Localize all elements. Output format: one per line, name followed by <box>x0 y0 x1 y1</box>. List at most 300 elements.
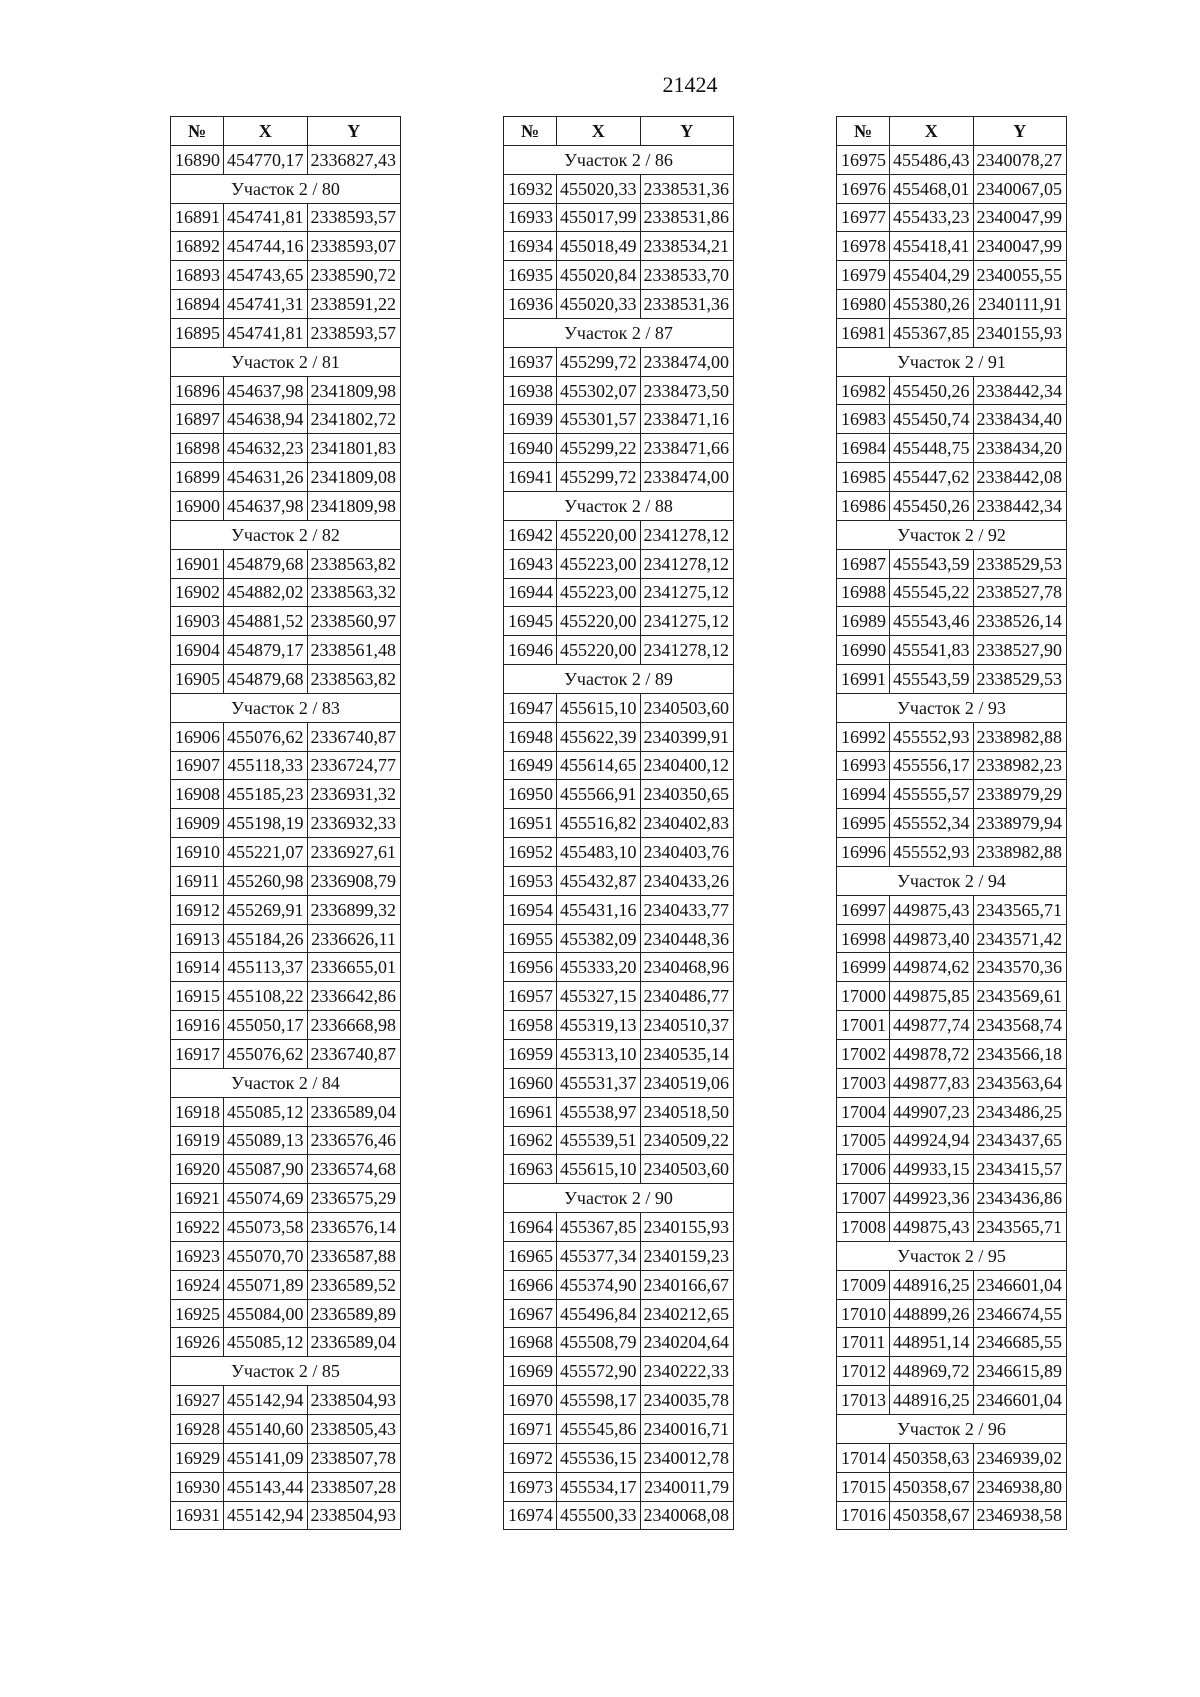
x-cell: 455089,13 <box>224 1126 308 1155</box>
table-row <box>837 953 1067 982</box>
table-row <box>504 549 734 578</box>
x-cell: 455508,79 <box>557 1328 641 1357</box>
y-cell: 2340204,64 <box>640 1328 734 1357</box>
point-number-cell: 16905 <box>171 665 224 694</box>
y-cell: 2336740,87 <box>307 722 401 751</box>
y-cell: 2338434,40 <box>973 405 1067 434</box>
point-number-cell: 16908 <box>171 780 224 809</box>
header-x: X <box>890 117 974 146</box>
table-row <box>171 1386 401 1415</box>
point-number-cell: 16951 <box>504 809 557 838</box>
y-cell: 2340503,60 <box>640 693 734 722</box>
table-row <box>171 463 401 492</box>
y-cell: 2341801,83 <box>307 434 401 463</box>
table-row <box>837 1270 1067 1299</box>
table-row <box>504 520 734 549</box>
y-cell: 2336575,29 <box>307 1184 401 1213</box>
point-number-cell: 16921 <box>171 1184 224 1213</box>
table-row <box>171 953 401 982</box>
section-row <box>837 520 1067 549</box>
section-title: Участок 2 / 96 <box>837 1414 1067 1443</box>
y-cell: 2340433,77 <box>640 895 734 924</box>
table-row <box>171 578 401 607</box>
point-number-cell: 16897 <box>171 405 224 434</box>
y-cell: 2340166,67 <box>640 1270 734 1299</box>
y-cell: 2340012,78 <box>640 1443 734 1472</box>
point-number-cell: 17016 <box>837 1501 890 1530</box>
x-cell: 455552,93 <box>890 722 974 751</box>
table-row <box>171 549 401 578</box>
y-cell: 2343569,61 <box>973 982 1067 1011</box>
point-number-cell: 16894 <box>171 290 224 319</box>
table-row <box>504 751 734 780</box>
coordinate-table-1 <box>170 116 401 1530</box>
table-row <box>504 953 734 982</box>
x-cell: 455500,33 <box>557 1501 641 1530</box>
x-cell: 455020,84 <box>557 261 641 290</box>
section-title: Участок 2 / 83 <box>171 693 401 722</box>
table-header-row <box>171 117 401 146</box>
point-number-cell: 16969 <box>504 1357 557 1386</box>
y-cell: 2338474,00 <box>640 347 734 376</box>
x-cell: 455333,20 <box>557 953 641 982</box>
x-cell: 448951,14 <box>890 1328 974 1357</box>
table-row <box>837 1357 1067 1386</box>
point-number-cell: 16924 <box>171 1270 224 1299</box>
coordinate-table-3 <box>836 116 1067 1530</box>
x-cell: 454879,17 <box>224 636 308 665</box>
header-number: № <box>837 117 890 146</box>
point-number-cell: 16992 <box>837 722 890 751</box>
y-cell: 2341809,98 <box>307 491 401 520</box>
y-cell: 2340468,96 <box>640 953 734 982</box>
point-number-cell: 16944 <box>504 578 557 607</box>
section-row <box>837 693 1067 722</box>
x-cell: 448899,26 <box>890 1299 974 1328</box>
point-number-cell: 16982 <box>837 376 890 405</box>
y-cell: 2340510,37 <box>640 1011 734 1040</box>
y-cell: 2340047,99 <box>973 232 1067 261</box>
point-number-cell: 17007 <box>837 1184 890 1213</box>
x-cell: 455223,00 <box>557 578 641 607</box>
y-cell: 2343563,64 <box>973 1068 1067 1097</box>
x-cell: 455020,33 <box>557 290 641 319</box>
x-cell: 449878,72 <box>890 1040 974 1069</box>
table-row <box>837 809 1067 838</box>
section-title: Участок 2 / 91 <box>837 347 1067 376</box>
section-title: Участок 2 / 94 <box>837 866 1067 895</box>
table-row <box>171 895 401 924</box>
table-row <box>504 1068 734 1097</box>
y-cell: 2338504,93 <box>307 1386 401 1415</box>
x-cell: 455566,91 <box>557 780 641 809</box>
y-cell: 2340433,26 <box>640 866 734 895</box>
y-cell: 2338504,93 <box>307 1501 401 1530</box>
table-row <box>837 549 1067 578</box>
x-cell: 455432,87 <box>557 866 641 895</box>
point-number-cell: 16904 <box>171 636 224 665</box>
table-row <box>171 1501 401 1530</box>
y-cell: 2346615,89 <box>973 1357 1067 1386</box>
x-cell: 455380,26 <box>890 290 974 319</box>
x-cell: 455299,22 <box>557 434 641 463</box>
point-number-cell: 16933 <box>504 203 557 232</box>
y-cell: 2343437,65 <box>973 1126 1067 1155</box>
section-row <box>171 1068 401 1097</box>
section-title: Участок 2 / 81 <box>171 347 401 376</box>
header-number: № <box>171 117 224 146</box>
x-cell: 455198,19 <box>224 809 308 838</box>
x-cell: 455018,49 <box>557 232 641 261</box>
point-number-cell: 16959 <box>504 1040 557 1069</box>
point-number-cell: 16952 <box>504 838 557 867</box>
x-cell: 455113,37 <box>224 953 308 982</box>
y-cell: 2336899,32 <box>307 895 401 924</box>
table-row <box>171 780 401 809</box>
table-row <box>504 1472 734 1501</box>
y-cell: 2336655,01 <box>307 953 401 982</box>
table-row <box>837 636 1067 665</box>
y-cell: 2341809,08 <box>307 463 401 492</box>
x-cell: 449907,23 <box>890 1097 974 1126</box>
table-row <box>504 1357 734 1386</box>
point-number-cell: 16967 <box>504 1299 557 1328</box>
point-number-cell: 16941 <box>504 463 557 492</box>
y-cell: 2343568,74 <box>973 1011 1067 1040</box>
x-cell: 455269,91 <box>224 895 308 924</box>
table-row <box>171 1126 401 1155</box>
x-cell: 455017,99 <box>557 203 641 232</box>
y-cell: 2336576,14 <box>307 1213 401 1242</box>
point-number-cell: 16965 <box>504 1241 557 1270</box>
table-row <box>504 1299 734 1328</box>
table-row <box>504 1040 734 1069</box>
x-cell: 455486,43 <box>890 145 974 174</box>
y-cell: 2341809,98 <box>307 376 401 405</box>
point-number-cell: 16950 <box>504 780 557 809</box>
x-cell: 454879,68 <box>224 665 308 694</box>
point-number-cell: 16974 <box>504 1501 557 1530</box>
x-cell: 455448,75 <box>890 434 974 463</box>
point-number-cell: 16911 <box>171 866 224 895</box>
x-cell: 455538,97 <box>557 1097 641 1126</box>
point-number-cell: 17011 <box>837 1328 890 1357</box>
point-number-cell: 16964 <box>504 1213 557 1242</box>
point-number-cell: 16915 <box>171 982 224 1011</box>
x-cell: 454744,16 <box>224 232 308 261</box>
y-cell: 2340222,33 <box>640 1357 734 1386</box>
table-row <box>837 376 1067 405</box>
point-number-cell: 16963 <box>504 1155 557 1184</box>
y-cell: 2338593,57 <box>307 203 401 232</box>
x-cell: 455084,00 <box>224 1299 308 1328</box>
y-cell: 2338442,34 <box>973 376 1067 405</box>
table-row <box>504 347 734 376</box>
table-row <box>837 1040 1067 1069</box>
y-cell: 2340509,22 <box>640 1126 734 1155</box>
y-cell: 2338563,82 <box>307 665 401 694</box>
point-number-cell: 16906 <box>171 722 224 751</box>
header-y: Y <box>973 117 1067 146</box>
x-cell: 455223,00 <box>557 549 641 578</box>
point-number-cell: 16973 <box>504 1472 557 1501</box>
point-number-cell: 17002 <box>837 1040 890 1069</box>
section-title: Участок 2 / 85 <box>171 1357 401 1386</box>
x-cell: 455404,29 <box>890 261 974 290</box>
section-row <box>504 491 734 520</box>
y-cell: 2343565,71 <box>973 895 1067 924</box>
section-row <box>171 174 401 203</box>
table-row <box>171 1299 401 1328</box>
y-cell: 2338533,70 <box>640 261 734 290</box>
x-cell: 455545,22 <box>890 578 974 607</box>
y-cell: 2340403,76 <box>640 838 734 867</box>
y-cell: 2338982,88 <box>973 722 1067 751</box>
y-cell: 2338560,97 <box>307 607 401 636</box>
x-cell: 455450,26 <box>890 376 974 405</box>
table-row <box>504 405 734 434</box>
point-number-cell: 16957 <box>504 982 557 1011</box>
point-number-cell: 16932 <box>504 174 557 203</box>
point-number-cell: 16899 <box>171 463 224 492</box>
point-number-cell: 16919 <box>171 1126 224 1155</box>
point-number-cell: 16991 <box>837 665 890 694</box>
x-cell: 455220,00 <box>557 520 641 549</box>
x-cell: 455450,26 <box>890 491 974 520</box>
table-row <box>171 491 401 520</box>
table-row <box>837 1155 1067 1184</box>
point-number-cell: 17000 <box>837 982 890 1011</box>
section-title: Участок 2 / 87 <box>504 318 734 347</box>
table-row <box>504 376 734 405</box>
point-number-cell: 16927 <box>171 1386 224 1415</box>
y-cell: 2340399,91 <box>640 722 734 751</box>
point-number-cell: 16937 <box>504 347 557 376</box>
x-cell: 455552,34 <box>890 809 974 838</box>
y-cell: 2343570,36 <box>973 953 1067 982</box>
table-row <box>837 982 1067 1011</box>
y-cell: 2338442,08 <box>973 463 1067 492</box>
x-cell: 449875,43 <box>890 895 974 924</box>
point-number-cell: 16925 <box>171 1299 224 1328</box>
y-cell: 2336827,43 <box>307 145 401 174</box>
x-cell: 454882,02 <box>224 578 308 607</box>
table-row <box>171 607 401 636</box>
table-row <box>504 693 734 722</box>
table-row <box>504 1386 734 1415</box>
y-cell: 2346938,80 <box>973 1472 1067 1501</box>
y-cell: 2346674,55 <box>973 1299 1067 1328</box>
x-cell: 455071,89 <box>224 1270 308 1299</box>
table-row <box>171 1213 401 1242</box>
x-cell: 455184,26 <box>224 924 308 953</box>
x-cell: 455447,62 <box>890 463 974 492</box>
point-number-cell: 16929 <box>171 1443 224 1472</box>
point-number-cell: 16901 <box>171 549 224 578</box>
point-number-cell: 16896 <box>171 376 224 405</box>
x-cell: 449877,83 <box>890 1068 974 1097</box>
x-cell: 454743,65 <box>224 261 308 290</box>
table-row <box>837 578 1067 607</box>
table-row <box>837 1501 1067 1530</box>
x-cell: 455552,93 <box>890 838 974 867</box>
table-row <box>504 809 734 838</box>
y-cell: 2340402,83 <box>640 809 734 838</box>
x-cell: 455598,17 <box>557 1386 641 1415</box>
y-cell: 2346939,02 <box>973 1443 1067 1472</box>
table-row <box>504 174 734 203</box>
table-row <box>504 203 734 232</box>
x-cell: 455299,72 <box>557 347 641 376</box>
x-cell: 455141,09 <box>224 1443 308 1472</box>
x-cell: 455572,90 <box>557 1357 641 1386</box>
y-cell: 2340400,12 <box>640 751 734 780</box>
x-cell: 455050,17 <box>224 1011 308 1040</box>
y-cell: 2338979,29 <box>973 780 1067 809</box>
section-row <box>171 347 401 376</box>
point-number-cell: 17001 <box>837 1011 890 1040</box>
x-cell: 455534,17 <box>557 1472 641 1501</box>
y-cell: 2336740,87 <box>307 1040 401 1069</box>
y-cell: 2338434,20 <box>973 434 1067 463</box>
y-cell: 2338531,36 <box>640 174 734 203</box>
y-cell: 2336932,33 <box>307 809 401 838</box>
point-number-cell: 16917 <box>171 1040 224 1069</box>
x-cell: 449875,85 <box>890 982 974 1011</box>
y-cell: 2340350,65 <box>640 780 734 809</box>
x-cell: 455319,13 <box>557 1011 641 1040</box>
y-cell: 2340111,91 <box>973 290 1067 319</box>
point-number-cell: 16988 <box>837 578 890 607</box>
y-cell: 2338561,48 <box>307 636 401 665</box>
x-cell: 454741,31 <box>224 290 308 319</box>
x-cell: 455074,69 <box>224 1184 308 1213</box>
point-number-cell: 16956 <box>504 953 557 982</box>
table-row <box>837 1184 1067 1213</box>
point-number-cell: 16939 <box>504 405 557 434</box>
point-number-cell: 17004 <box>837 1097 890 1126</box>
y-cell: 2346601,04 <box>973 1386 1067 1415</box>
point-number-cell: 16902 <box>171 578 224 607</box>
x-cell: 454631,26 <box>224 463 308 492</box>
section-title: Участок 2 / 92 <box>837 520 1067 549</box>
table-row <box>504 838 734 867</box>
y-cell: 2336927,61 <box>307 838 401 867</box>
y-cell: 2341278,12 <box>640 549 734 578</box>
table-row <box>837 1126 1067 1155</box>
y-cell: 2336587,88 <box>307 1241 401 1270</box>
y-cell: 2340155,93 <box>640 1213 734 1242</box>
point-number-cell: 16981 <box>837 318 890 347</box>
x-cell: 455374,90 <box>557 1270 641 1299</box>
table-row <box>171 318 401 347</box>
point-number-cell: 16920 <box>171 1155 224 1184</box>
x-cell: 455539,51 <box>557 1126 641 1155</box>
table-row <box>504 1414 734 1443</box>
section-title: Участок 2 / 95 <box>837 1241 1067 1270</box>
point-number-cell: 16892 <box>171 232 224 261</box>
x-cell: 455087,90 <box>224 1155 308 1184</box>
section-row <box>504 665 734 694</box>
table-row <box>837 1386 1067 1415</box>
x-cell: 455418,41 <box>890 232 974 261</box>
x-cell: 455541,83 <box>890 636 974 665</box>
section-row <box>837 1241 1067 1270</box>
table-row <box>504 463 734 492</box>
table-row <box>171 203 401 232</box>
y-cell: 2338526,14 <box>973 607 1067 636</box>
y-cell: 2336589,89 <box>307 1299 401 1328</box>
x-cell: 455076,62 <box>224 722 308 751</box>
point-number-cell: 16936 <box>504 290 557 319</box>
x-cell: 454632,23 <box>224 434 308 463</box>
y-cell: 2340047,99 <box>973 203 1067 232</box>
table-row <box>171 1443 401 1472</box>
header-number: № <box>504 117 557 146</box>
y-cell: 2341802,72 <box>307 405 401 434</box>
x-cell: 455450,74 <box>890 405 974 434</box>
y-cell: 2343571,42 <box>973 924 1067 953</box>
y-cell: 2336589,04 <box>307 1328 401 1357</box>
x-cell: 455614,65 <box>557 751 641 780</box>
point-number-cell: 16922 <box>171 1213 224 1242</box>
point-number-cell: 16945 <box>504 607 557 636</box>
header-x: X <box>557 117 641 146</box>
x-cell: 455073,58 <box>224 1213 308 1242</box>
x-cell: 455185,23 <box>224 780 308 809</box>
section-row <box>837 347 1067 376</box>
y-cell: 2338529,53 <box>973 549 1067 578</box>
table-row <box>171 751 401 780</box>
point-number-cell: 16930 <box>171 1472 224 1501</box>
table-row <box>504 1501 734 1530</box>
y-cell: 2336724,77 <box>307 751 401 780</box>
header-x: X <box>224 117 308 146</box>
point-number-cell: 16890 <box>171 145 224 174</box>
y-cell: 2336589,52 <box>307 1270 401 1299</box>
x-cell: 449873,40 <box>890 924 974 953</box>
point-number-cell: 16978 <box>837 232 890 261</box>
point-number-cell: 16977 <box>837 203 890 232</box>
y-cell: 2338471,66 <box>640 434 734 463</box>
table-row <box>171 405 401 434</box>
table-row <box>171 1011 401 1040</box>
table-row <box>504 722 734 751</box>
point-number-cell: 16990 <box>837 636 890 665</box>
table-row <box>171 376 401 405</box>
table-row <box>504 780 734 809</box>
y-cell: 2338531,36 <box>640 290 734 319</box>
y-cell: 2340068,08 <box>640 1501 734 1530</box>
x-cell: 455382,09 <box>557 924 641 953</box>
x-cell: 455615,10 <box>557 1155 641 1184</box>
y-cell: 2346601,04 <box>973 1270 1067 1299</box>
table-row <box>171 982 401 1011</box>
y-cell: 2340035,78 <box>640 1386 734 1415</box>
point-number-cell: 16903 <box>171 607 224 636</box>
y-cell: 2343486,25 <box>973 1097 1067 1126</box>
table-row <box>504 1443 734 1472</box>
y-cell: 2338529,53 <box>973 665 1067 694</box>
y-cell: 2336908,79 <box>307 866 401 895</box>
point-number-cell: 16947 <box>504 693 557 722</box>
x-cell: 454770,17 <box>224 145 308 174</box>
x-cell: 455142,94 <box>224 1501 308 1530</box>
point-number-cell: 16966 <box>504 1270 557 1299</box>
header-y: Y <box>640 117 734 146</box>
table-row <box>171 924 401 953</box>
table-row <box>504 1126 734 1155</box>
